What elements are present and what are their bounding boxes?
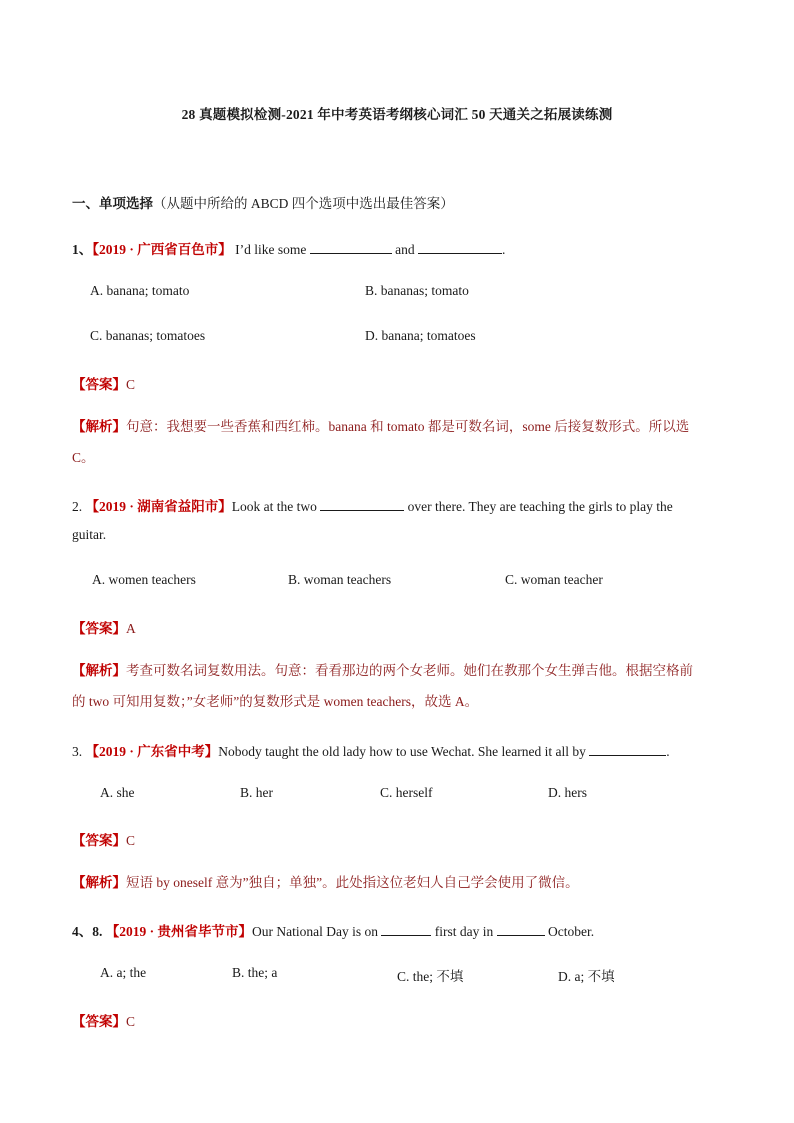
answer-label: 【答案】 xyxy=(72,1014,126,1029)
explanation-label: 【解析】 xyxy=(72,419,126,434)
question-2-option-a: A. women teachers xyxy=(92,572,196,587)
question-3-text-a: Nobody taught the old lady how to use Wechat. She learned it all by xyxy=(218,744,590,759)
answer-label: 【答案】 xyxy=(72,833,126,848)
question-4-text-c: October. xyxy=(544,924,595,939)
explanation-line-1: 短语 by oneself 意为”独自；单独”。此处指这位老妇人自己学会使用了微信。 xyxy=(126,875,579,890)
section-heading-bold: 一、单项选择 xyxy=(72,196,153,211)
section-heading-rest: （从题中所给的 ABCD 四个选项中选出最佳答案） xyxy=(153,196,454,211)
question-1-text-c: . xyxy=(502,242,506,257)
question-4-option-c: C. the; 不填 xyxy=(397,969,464,984)
question-1-stem xyxy=(72,238,505,258)
question-1-text-b: and xyxy=(391,242,418,257)
question-2-stem xyxy=(72,495,673,515)
question-2-option-c: C. woman teacher xyxy=(505,572,603,587)
question-4-option-a: A. a; the xyxy=(100,965,147,980)
question-1-option-d: D. banana; tomatoes xyxy=(365,328,476,343)
blank xyxy=(320,497,404,511)
blank xyxy=(381,922,431,936)
question-2-text-b: over there. They are teaching the girls to play the xyxy=(404,499,673,514)
question-2-explanation xyxy=(72,655,722,717)
question-4-text-a: Our National Day is on xyxy=(252,924,382,939)
explanation-label: 【解析】 xyxy=(72,663,126,678)
question-4-option-d: D. a; 不填 xyxy=(558,969,615,984)
question-3-option-c: C. herself xyxy=(380,785,433,800)
blank xyxy=(589,742,666,756)
explanation-label: 【解析】 xyxy=(72,875,126,890)
question-2-option-b: B. woman teachers xyxy=(288,572,392,587)
answer-value: A xyxy=(126,621,136,636)
question-2-source: 【2019 · 湖南省益阳市】 xyxy=(85,499,232,514)
question-1-explanation xyxy=(72,411,722,473)
question-3-text-b: . xyxy=(666,744,670,759)
question-4-number: 4、8. xyxy=(72,924,106,939)
section-heading xyxy=(72,192,454,212)
blank xyxy=(310,240,392,254)
question-1-answer xyxy=(72,373,135,393)
answer-label: 【答案】 xyxy=(72,621,126,636)
question-1-number: 1、 xyxy=(72,242,93,257)
question-2-number: 2. xyxy=(72,499,86,514)
question-3-number: 3. xyxy=(72,744,86,759)
explanation-line-2: 的 two 可知用复数；”女老师”的复数形式是 women teachers，故选 A。 xyxy=(72,694,479,709)
question-2-text-a: Look at the two xyxy=(231,499,321,514)
question-3-option-d: D. hers xyxy=(548,785,587,800)
question-1-option-c: C. bananas; tomatoes xyxy=(90,328,206,343)
question-1-text-a: I’d like some xyxy=(231,242,310,257)
answer-value: C xyxy=(126,377,136,392)
page-title: 28 真题模拟检测-2021 年中考英语考纲核心词汇 50 天通关之拓展读练测 xyxy=(181,107,613,122)
question-1-source: 【2019 · 广西省百色市】 xyxy=(92,242,232,257)
question-4-source: 【2019 · 贵州省毕节市】 xyxy=(105,924,253,939)
question-3-option-b: B. her xyxy=(240,785,273,800)
question-3-source: 【2019 · 广东省中考】 xyxy=(85,744,219,759)
question-1-option-b: B. bananas; tomato xyxy=(365,283,469,298)
question-4-option-b: B. the; a xyxy=(232,965,278,980)
blank xyxy=(497,922,545,936)
question-4-answer xyxy=(72,1010,135,1030)
explanation-line-2: C。 xyxy=(72,450,95,465)
explanation-line-1: 考查可数名词复数用法。句意：看看那边的两个女老师。她们在教那个女生弹吉他。根据空格前 xyxy=(126,663,693,678)
answer-value: C xyxy=(126,833,136,848)
question-3-answer xyxy=(72,829,135,849)
question-2-stem-line-2: guitar. xyxy=(72,527,107,542)
blank xyxy=(418,240,502,254)
question-3-stem xyxy=(72,740,670,760)
question-2-answer xyxy=(72,617,136,637)
question-1-option-a: A. banana; tomato xyxy=(90,283,190,298)
answer-value: C xyxy=(126,1014,136,1029)
question-3-explanation xyxy=(72,867,722,898)
question-3-option-a: A. she xyxy=(100,785,135,800)
question-4-text-b: first day in xyxy=(431,924,497,939)
answer-label: 【答案】 xyxy=(72,377,126,392)
explanation-line-1: 句意：我想要一些香蕉和西红柿。banana 和 tomato 都是可数名词，some 后接复数形式。所以选 xyxy=(126,419,690,434)
question-4-stem xyxy=(72,920,594,940)
